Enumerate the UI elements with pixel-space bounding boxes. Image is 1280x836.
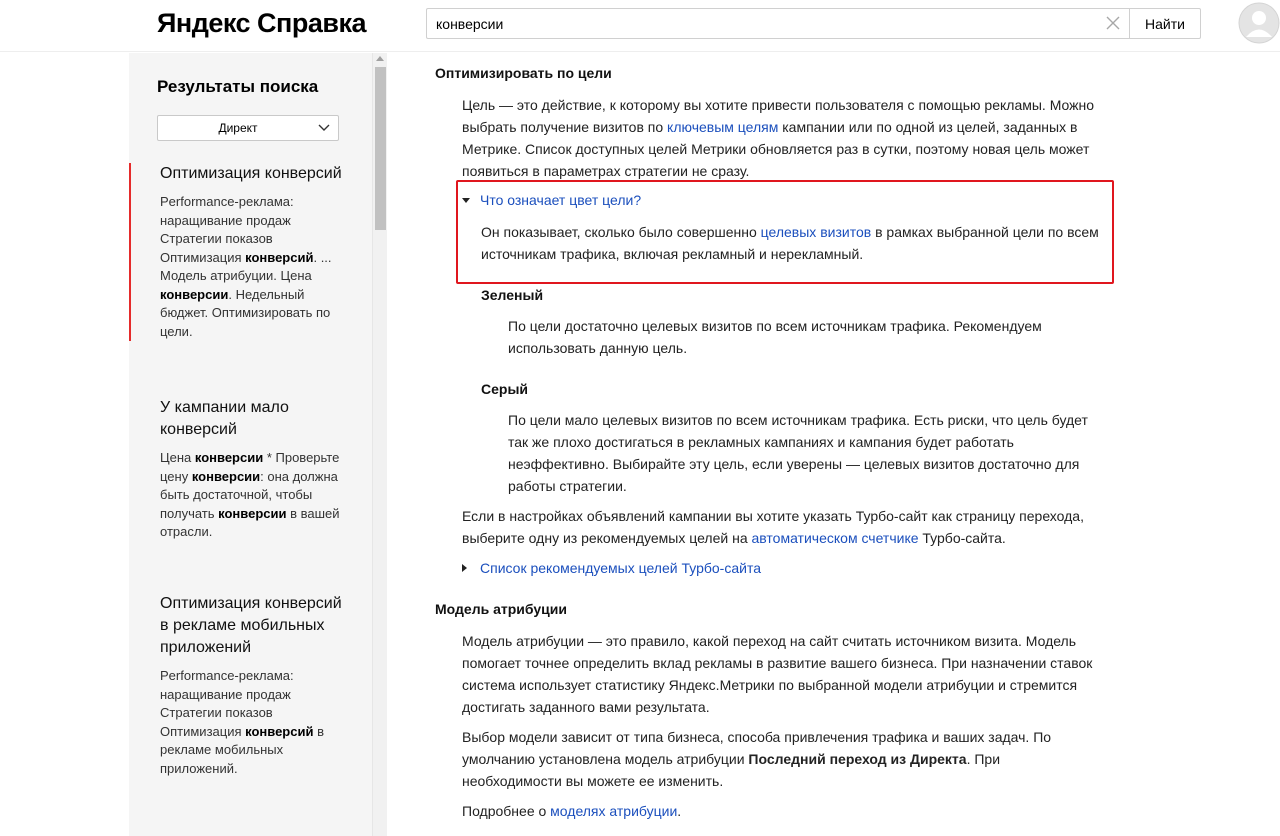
bold-text: конверсии bbox=[194, 450, 264, 465]
result-snippet bbox=[160, 449, 350, 542]
result-title[interactable]: Оптимизация конверсий в рекламе мобильных приложений bbox=[160, 595, 342, 656]
intro-paragraph bbox=[462, 94, 1122, 182]
filter-selected-value: Директ bbox=[218, 121, 258, 135]
bold-text: конверсий bbox=[245, 249, 314, 265]
text-segment: Он показывает, сколько было совершенно bbox=[481, 224, 761, 240]
scroll-thumb[interactable] bbox=[375, 67, 386, 230]
gray-subhead: Серый bbox=[481, 381, 529, 397]
highlight-annotation-box bbox=[456, 180, 1114, 284]
product-filter-select[interactable] bbox=[157, 115, 339, 141]
search-result-item[interactable] bbox=[160, 593, 350, 778]
text-segment: . Недельный бюджет. Оптимизировать по цели. bbox=[160, 286, 331, 339]
section-title-attribution: Модель атрибуции bbox=[435, 601, 567, 617]
attribution-paragraph-3 bbox=[462, 800, 1102, 822]
text-segment: Подробнее о bbox=[462, 803, 551, 819]
result-snippet bbox=[160, 667, 350, 778]
section-title-optimize: Оптимизировать по цели bbox=[435, 65, 612, 81]
text-segment: кампании или по одной из целей, заданных в Метрике. Список доступных целей Метрики обновляется раз в сутки, поэтому новая цель может появиться в параметрах стратегии не сразу. bbox=[462, 119, 1090, 179]
article-content bbox=[387, 53, 1280, 836]
bold-text: Последний переход из Директа bbox=[748, 751, 967, 767]
turbo-goals-toggle-label[interactable]: Список рекомендуемых целей Турбо-сайта bbox=[480, 560, 761, 576]
green-subhead: Зеленый bbox=[481, 287, 544, 303]
search-box bbox=[426, 8, 1129, 39]
gray-description: По цели мало целевых визитов по всем источникам трафика. Есть риски, что цель будет так же плохо достигаться в рекламных кампаниях и кампания будет работать неэффективно. Выбирайте эту цель, если уверены — целевых визитов достаточно для работы стратегии. bbox=[508, 412, 1088, 494]
text-segment: Performance-реклама: наращивание продаж Стратегии показов Оптимизация bbox=[160, 668, 294, 739]
attribution-paragraph-1: Модель атрибуции — это правило, какой переход на сайт считать источником визита. Модель помогает точнее определить вклад рекламы в развитие вашего бизнеса. При назначении ставок система использует статистику Яндекс.Метрики по выбранной модели атрибуции и стремится достигать заданного вами результата. bbox=[462, 633, 1093, 715]
scroll-up-arrow-icon[interactable] bbox=[376, 56, 384, 61]
text-segment: . bbox=[677, 803, 682, 819]
color-goal-toggle-label[interactable]: Что означает цвет цели? bbox=[480, 192, 642, 208]
clear-icon[interactable] bbox=[1105, 15, 1121, 31]
user-avatar-icon[interactable] bbox=[1238, 2, 1280, 44]
text-segment: : она должна быть достаточной, чтобы получать bbox=[160, 468, 338, 521]
search-button[interactable]: Найти bbox=[1129, 8, 1201, 39]
attribution-paragraph-2 bbox=[462, 726, 1102, 792]
text-segment: в рамках выбранной цели по всем источникам трафика, включая рекламный и нерекламный. bbox=[481, 224, 1099, 262]
turbo-goals-toggle[interactable] bbox=[462, 557, 761, 579]
text-segment: Выбор модели зависит от типа бизнеса, способа привлечения трафика и ваших задач. По умолчанию установлена модель атрибуции bbox=[462, 729, 1052, 767]
result-snippet bbox=[160, 193, 350, 341]
text-segment: Цена bbox=[160, 450, 195, 465]
text-segment: * Проверьте цену bbox=[160, 450, 340, 484]
bold-text: конверсий bbox=[245, 723, 314, 739]
text-segment: в рекламе мобильных приложений. bbox=[160, 723, 324, 776]
inline-link[interactable]: моделях атрибуции bbox=[550, 803, 678, 819]
text-segment: Цель — это действие, к которому вы хотите привести пользователя с помощью рекламы. Можно выбрать получение визитов по bbox=[462, 97, 1095, 135]
header bbox=[0, 0, 1280, 52]
text-segment: Если в настройках объявлений кампании вы хотите указать Турбо-сайт как страницу перехода, выберите одну из рекомендуемых целей на bbox=[462, 508, 1084, 546]
logo[interactable]: Яндекс Справка bbox=[157, 8, 366, 38]
search-input[interactable] bbox=[427, 9, 1097, 38]
text-segment: . При необходимости вы можете ее изменить. bbox=[462, 751, 1001, 789]
search-result-item[interactable] bbox=[160, 397, 350, 542]
inline-link[interactable]: целевых визитов bbox=[760, 224, 872, 240]
result-title[interactable]: У кампании мало конверсий bbox=[160, 399, 289, 438]
text-segment: Турбо-сайта. bbox=[918, 530, 1006, 546]
inline-link[interactable]: ключевым целям bbox=[667, 119, 779, 135]
bold-text: конверсии bbox=[191, 468, 261, 484]
collapsed-triangle-icon bbox=[462, 564, 467, 572]
sidebar-title: Результаты поиска bbox=[157, 77, 319, 96]
sidebar-scrollbar[interactable] bbox=[372, 53, 387, 836]
turbo-paragraph bbox=[462, 505, 1127, 549]
search-result-item[interactable] bbox=[160, 163, 350, 341]
search-results-sidebar bbox=[129, 53, 372, 836]
bold-text: конверсии bbox=[160, 286, 229, 302]
inline-link[interactable]: автоматическом счетчике bbox=[751, 530, 919, 546]
result-title[interactable]: Оптимизация конверсий bbox=[160, 165, 342, 182]
text-segment: . ... Модель атрибуции. Цена bbox=[160, 249, 332, 283]
green-description: По цели достаточно целевых визитов по всем источникам трафика. Рекомендуем использовать данную цель. bbox=[508, 318, 1042, 356]
text-segment: Performance-реклама: наращивание продаж Стратегии показов Оптимизация bbox=[160, 194, 294, 265]
text-segment: в вашей отрасли. bbox=[160, 505, 340, 539]
bold-text: конверсии bbox=[218, 505, 287, 521]
chevron-down-icon bbox=[318, 124, 330, 132]
